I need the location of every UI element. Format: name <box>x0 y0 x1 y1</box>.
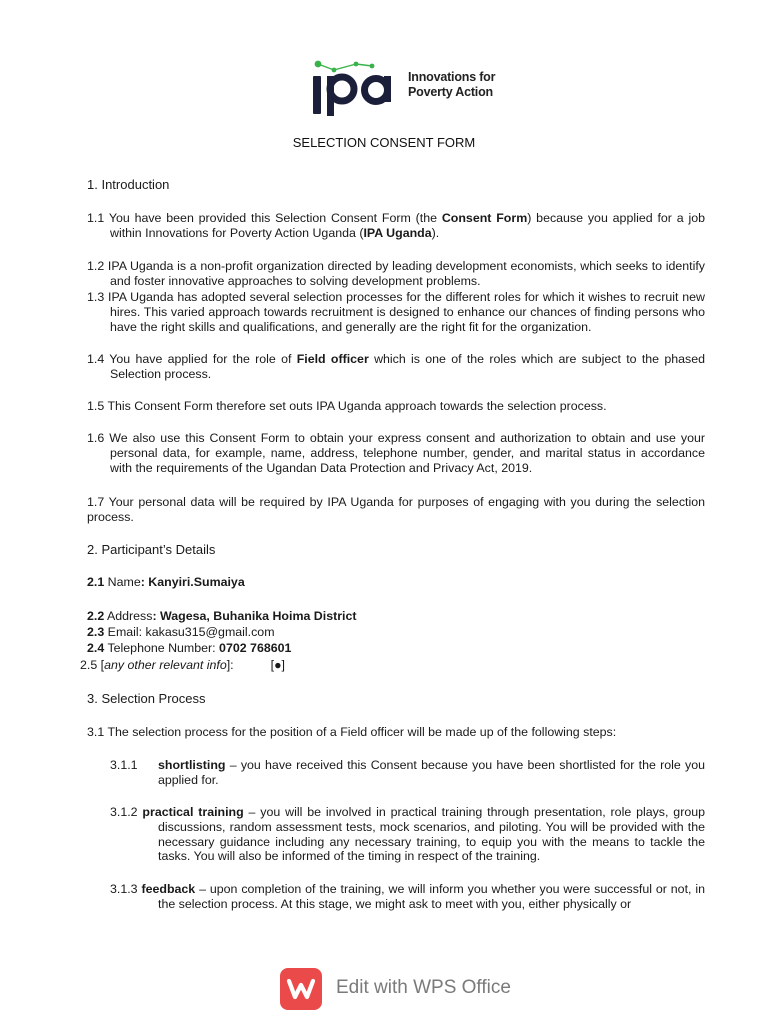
text-run: – you have received this Consent because you have been shortlisted for the role you applied for. <box>158 758 705 787</box>
participant-address-value: : Wagesa, Buhanika Hoima District <box>152 609 357 623</box>
participant-address-row <box>87 609 687 624</box>
step-3-1-2 <box>110 805 705 864</box>
text-run: – you will be involved in practical training through presentation, role plays, group discussions, random assessment tests, mock scenarios, and piloting. You will be provided with the necessary guidance including any necessary training, to equip you with the means to tackle the tasks. You will also be informed of the timing in respect of the training. <box>158 805 705 864</box>
term-consent-form: Consent Form <box>441 211 528 225</box>
ipa-logo <box>310 58 500 116</box>
paragraph-3-1: 3.1 The selection process for the position of a Field officer will be made up of the following steps: <box>87 725 617 739</box>
org-name-line2: Poverty Action <box>408 85 493 99</box>
text-run: ). <box>431 225 440 240</box>
ipa-logo-text <box>408 70 495 100</box>
item-number: 2.5 [ <box>80 658 105 672</box>
paragraph-1-2: 1.2 IPA Uganda is a non-profit organization directed by leading development economists, which seeks to identify and foster innovative approaches to solving development problems. <box>87 259 705 288</box>
wps-logo-icon <box>280 968 322 1010</box>
participant-phone-value: 0702 768601 <box>219 641 292 655</box>
field-label: Email: <box>104 625 146 639</box>
field-label: any other relevant info <box>104 658 227 672</box>
step-3-1-3 <box>110 882 705 912</box>
step-3-1-1 <box>110 758 705 788</box>
field-label: Name <box>104 575 141 589</box>
text-run: which is one of the roles which are subject to the phased Selection process. <box>110 352 705 381</box>
section-number: 1. <box>87 177 98 192</box>
field-label: Telephone Number: <box>104 641 220 655</box>
participant-name-row <box>87 575 687 590</box>
item-number: 2.4 <box>87 641 105 655</box>
paragraph-1-3: 1.3 IPA Uganda has adopted several selection processes for the different roles for which it wishes to recruit new hires. This varied approach towards recruitment is designed to enhance our chances of finding persons who have the right skills and qualifications, and generally are the right fit for the organization. <box>87 290 705 334</box>
step-term-feedback: feedback <box>141 882 196 896</box>
section-heading-participant-details: 2. Participant’s Details <box>87 542 216 557</box>
text-run: ) because you applied for a job within Innovations for Poverty Action Uganda ( <box>110 211 705 240</box>
paragraph-1-1 <box>87 211 705 241</box>
participant-email-value: kakasu315@gmail.com <box>145 625 275 639</box>
text-run: – upon completion of the training, we will inform you whether you were successful or not, in the selection process. At this stage, we might ask to meet with you, either physically or <box>158 882 705 911</box>
text-run: 1.4 You have applied for the role of <box>87 352 297 366</box>
text-run: 1.1 You have been provided this Selection Consent Form (the <box>87 211 442 225</box>
text-run: ]: <box>226 658 234 672</box>
participant-phone-row <box>87 641 687 656</box>
step-term-shortlisting: shortlisting <box>158 758 226 772</box>
section-title: Introduction <box>101 177 170 192</box>
step-number: 3.1.3 <box>110 882 142 896</box>
participant-email-row <box>87 625 687 640</box>
participant-other-info-row <box>80 658 680 673</box>
section-heading-introduction <box>87 177 169 192</box>
wps-edit-banner[interactable] <box>280 968 520 1010</box>
other-info-placeholder: [●] <box>270 658 285 672</box>
step-number: 3.1.2 <box>110 805 143 819</box>
ipa-logo-mark <box>310 58 406 116</box>
item-number: 2.3 <box>87 625 105 639</box>
item-number: 2.2 <box>87 609 105 623</box>
org-name-line1: Innovations for <box>408 70 496 84</box>
step-number: 3.1.1 <box>110 758 138 772</box>
term-ipa-uganda: IPA Uganda <box>363 225 432 240</box>
field-label: Address <box>104 609 153 623</box>
step-term-practical-training: practical training <box>142 805 244 819</box>
document-title: SELECTION CONSENT FORM <box>292 135 476 150</box>
term-field-officer: Field officer <box>296 352 369 366</box>
paragraph-1-6: 1.6 We also use this Consent Form to obtain your express consent and authorization to obtain and use your personal data, for example, name, address, telephone number, gender, and marital status in accordance with the requirements of the Ugandan Data Protection and Privacy Act, 2019. <box>87 431 705 475</box>
participant-name-value: : Kanyiri.Sumaiya <box>140 575 245 589</box>
paragraph-1-7: 1.7 Your personal data will be required by IPA Uganda for purposes of engaging with you during the selection process. <box>87 495 705 524</box>
item-number: 2.1 <box>87 575 105 589</box>
wps-edit-label[interactable]: Edit with WPS Office <box>336 977 511 998</box>
section-heading-selection-process: 3. Selection Process <box>87 691 206 706</box>
paragraph-1-5: 1.5 This Consent Form therefore set outs IPA Uganda approach towards the selection process. <box>87 399 607 413</box>
paragraph-1-4 <box>87 352 705 382</box>
